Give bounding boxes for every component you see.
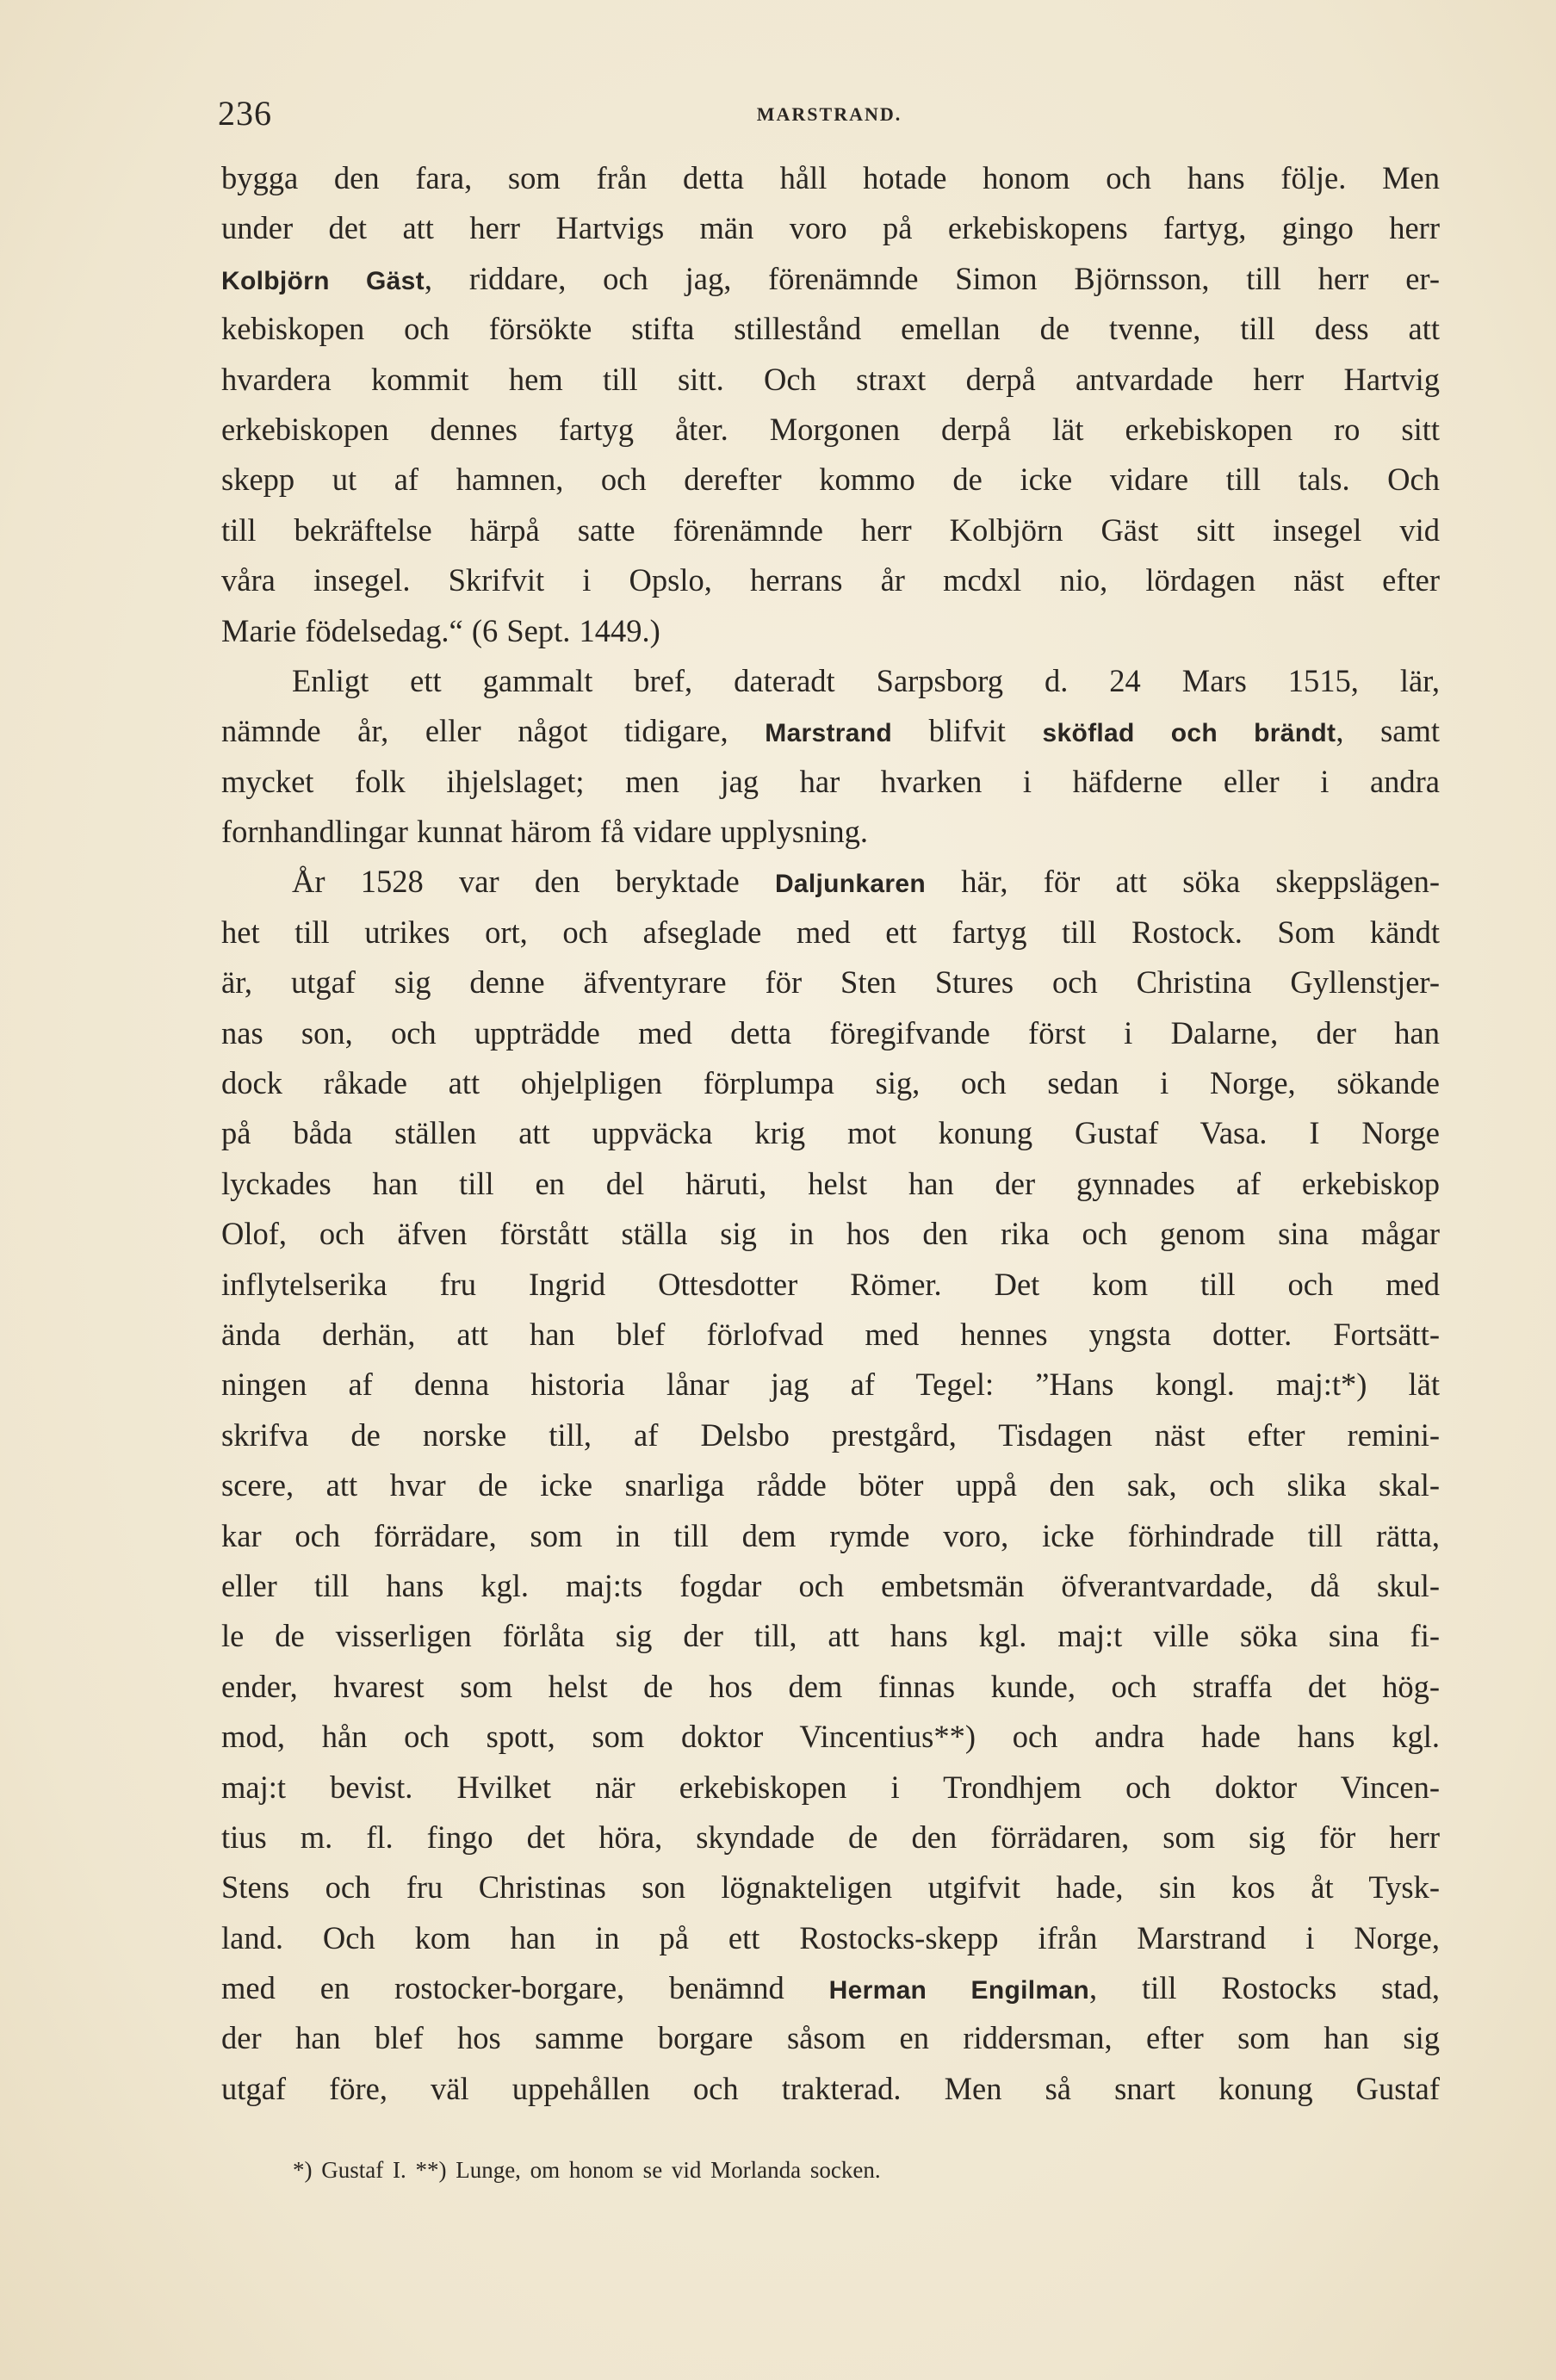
text-run: der han blef hos samme borgare såsom en riddersman, efter som han sig [221, 2020, 1440, 2056]
text-run: med en rostocker-borgare, benämnd [221, 1970, 829, 2006]
text-run: ningen af denna historia lånar jag af Tegel: ”Hans kongl. maj:t*) lät [221, 1367, 1440, 1403]
text-line [221, 606, 1440, 656]
text-line [221, 706, 1440, 756]
footnote: *) Gustaf I. **) Lunge, om honom se vid Morlanda socken. [293, 2157, 881, 2183]
text-line [221, 1360, 1440, 1410]
text-run: här, för att söka skeppslägen- [925, 864, 1440, 900]
bold-name: Herman Engilman [828, 1976, 1089, 2005]
text-run: inflytelserika fru Ingrid Ottesdotter Römer. Det kom till och med [221, 1266, 1440, 1302]
text-run: under det att herr Hartvigs män voro på erkebiskopens fartyg, gingo herr [221, 210, 1440, 246]
bold-name: Kolbjörn Gäst [221, 266, 425, 295]
text-run: , samt [1336, 713, 1441, 749]
text-run: ända derhän, att han blef förlofvad med hennes yngsta dotter. Fortsätt- [221, 1316, 1440, 1352]
text-line [221, 1712, 1440, 1762]
text-line [221, 1310, 1440, 1360]
text-run: kar och förrädare, som in till dem rymde voro, icke förhindrade till rätta, [221, 1517, 1440, 1553]
text-line [221, 1963, 1440, 2013]
text-line [221, 555, 1440, 605]
text-run: erkebiskopen dennes fartyg åter. Morgonen derpå lät erkebiskopen ro sitt [221, 411, 1440, 447]
text-run: fornhandlingar kunnat härom få vidare upplysning. [221, 814, 869, 850]
text-run: på båda ställen att uppväcka krig mot konung Gustaf Vasa. I Norge [221, 1115, 1440, 1151]
text-run: Olof, och äfven förstått ställa sig in hos den rika och genom sina mågar [221, 1216, 1440, 1252]
text-line [221, 203, 1440, 253]
text-run: hvardera kommit hem till sitt. Och straxt derpå antvardade herr Hartvig [221, 361, 1440, 397]
text-line [221, 1862, 1440, 1912]
text-run: mod, hån och spott, som doktor Vincentius**) och andra hade hans kgl. [221, 1719, 1440, 1755]
text-run: nas son, och uppträdde med detta föregifvande först i Dalarne, der han [221, 1014, 1440, 1051]
text-run: År 1528 var den beryktade [292, 864, 775, 900]
text-run: ender, hvarest som helst de hos dem finnas kunde, och straffa det hög- [221, 1668, 1440, 1704]
text-line [221, 1410, 1440, 1460]
text-run: , till Rostocks stad, [1088, 1970, 1440, 2006]
text-line [221, 1763, 1440, 1813]
text-line [221, 1662, 1440, 1712]
text-run: nämnde år, eller något tidigare, [221, 713, 766, 749]
text-run: land. Och kom han in på ett Rostocks-skepp ifrån Marstrand i Norge, [221, 1919, 1440, 1955]
text-line [221, 2064, 1440, 2114]
text-line [221, 656, 1440, 706]
text-line [221, 1260, 1440, 1310]
text-run: eller till hans kgl. maj:ts fogdar och embetsmän öfverantvardade, då skul- [221, 1567, 1440, 1603]
text-run: tius m. fl. fingo det höra, skyndade de den förrädaren, som sig för herr [221, 1819, 1440, 1855]
text-line [221, 1108, 1440, 1158]
text-line [221, 405, 1440, 455]
text-line [221, 1460, 1440, 1510]
text-run: maj:t bevist. Hvilket när erkebiskopen i Trondhjem och doktor Vincen- [221, 1769, 1440, 1805]
body-text [221, 153, 1440, 2114]
bold-name: sköflad och brändt [1042, 719, 1336, 748]
text-run: bygga den fara, som från detta håll hotade honom och hans följe. Men [221, 160, 1440, 195]
text-line [221, 2013, 1440, 2063]
text-line [221, 1008, 1440, 1058]
text-line [221, 1561, 1440, 1611]
page-number: 236 [218, 94, 272, 133]
text-line [221, 807, 1440, 857]
text-run: het till utrikes ort, och afseglade med ett fartyg till Rostock. Som kändt [221, 914, 1440, 950]
text-line [221, 505, 1440, 555]
text-line [221, 757, 1440, 807]
bold-name: Daljunkaren [774, 870, 926, 899]
text-line [221, 1058, 1440, 1108]
text-run: Marie födelsedag.“ (6 Sept. 1449.) [221, 612, 660, 648]
text-run: skrifva de norske till, af Delsbo prestgård, Tisdagen näst efter remini- [221, 1416, 1440, 1453]
text-line [221, 254, 1440, 304]
text-run: utgaf före, väl uppehållen och trakterad. Men så snart konung Gustaf [221, 2070, 1440, 2106]
bold-name: Marstrand [765, 719, 893, 748]
text-run: Enligt ett gammalt bref, dateradt Sarpsborg d. 24 Mars 1515, lär, [292, 662, 1440, 698]
text-line [221, 1913, 1440, 1963]
text-line [221, 355, 1440, 405]
text-run: le de visserligen förlåta sig der till, att hans kgl. maj:t ville söka sina fi- [221, 1618, 1440, 1654]
text-run: kebiskopen och försökte stifta stillestånd emellan de tvenne, till dess att [221, 311, 1440, 347]
text-line [221, 1209, 1440, 1259]
text-run: är, utgaf sig denne äfventyrare för Sten Stures och Christina Gyllenstjer- [221, 964, 1440, 1001]
text-line [221, 455, 1440, 505]
text-run: Stens och fru Christinas son lögnakteligen utgifvit hade, sin kos åt Tysk- [221, 1869, 1440, 1906]
text-line [221, 1511, 1440, 1561]
text-run: scere, att hvar de icke snarliga rådde böter uppå den sak, och slika skal- [221, 1467, 1440, 1503]
text-run: mycket folk ihjelslaget; men jag har hvarken i häfderne eller i andra [221, 763, 1440, 799]
running-head: MARSTRAND. [756, 103, 902, 125]
text-run: våra insegel. Skrifvit i Opslo, herrans år mcdxl nio, lördagen näst efter [221, 562, 1440, 598]
text-line [221, 1159, 1440, 1209]
page-header [218, 93, 1441, 136]
text-run: , riddare, och jag, förenämnde Simon Björnsson, till herr er- [424, 260, 1440, 296]
text-line [221, 958, 1440, 1007]
text-run: dock råkade att ohjelpligen förplumpa sig, och sedan i Norge, sökande [221, 1065, 1440, 1101]
text-run: till bekräftelse härpå satte förenämnde herr Kolbjörn Gäst sitt insegel vid [221, 511, 1440, 548]
text-line [221, 857, 1440, 907]
text-line [221, 304, 1440, 354]
text-run: blifvit [892, 713, 1043, 749]
text-run: skepp ut af hamnen, och derefter kommo de icke vidare till tals. Och [221, 462, 1440, 498]
text-run: lyckades han till en del häruti, helst han der gynnades af erkebiskop [221, 1165, 1440, 1201]
text-line [221, 908, 1440, 958]
text-line [221, 1611, 1440, 1661]
text-line [221, 153, 1440, 203]
text-line [221, 1813, 1440, 1862]
